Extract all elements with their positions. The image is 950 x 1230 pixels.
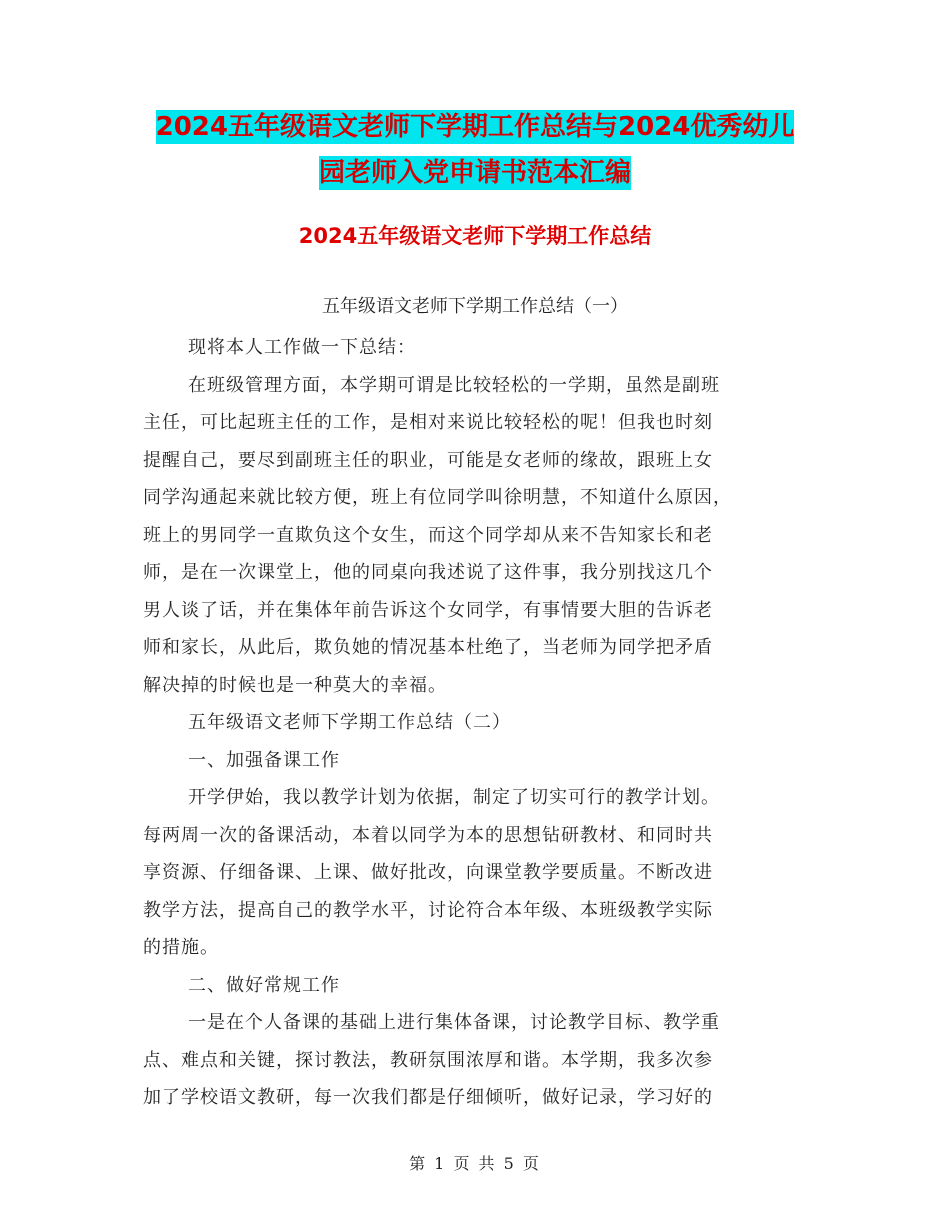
main-title-line-2 (140, 150, 810, 196)
main-title-line-1 (140, 104, 810, 150)
subsection-title: 五年级语文老师下学期工作总结（一） (322, 296, 628, 317)
paragraph-line: 现将本人工作做一下总结： (188, 337, 416, 358)
paragraph-line: 师和家长，从此后，欺负她的情况基本杜绝了，当老师为同学把矛盾 (143, 637, 713, 658)
heading-line: 二、做好常规工作 (188, 975, 340, 996)
paragraph-line: 加了学校语文教研，每一次我们都是仔细倾听，做好记录，学习好的 (143, 1087, 713, 1108)
paragraph-line: 享资源、仔细备课、上课、做好批改，向课堂教学要质量。不断改进 (143, 862, 713, 883)
paragraph-line: 男人谈了话，并在集体年前告诉这个女同学，有事情要大胆的告诉老 (143, 600, 713, 621)
section-title: 2024五年级语文老师下学期工作总结 (298, 224, 652, 248)
paragraph-line: 的措施。 (143, 937, 219, 958)
paragraph-line: 每两周一次的备课活动，本着以同学为本的思想钻研教材、和同时共 (143, 825, 713, 846)
paragraph-line: 在班级管理方面，本学期可谓是比较轻松的一学期，虽然是副班 (188, 375, 720, 396)
paragraph-line: 师，是在一次课堂上，他的同桌向我述说了这件事，我分别找这几个 (143, 562, 713, 583)
paragraph-line: 点、难点和关键，探讨教法，教研氛围浓厚和谐。本学期，我多次参 (143, 1050, 713, 1071)
heading-line: 一、加强备课工作 (188, 750, 340, 771)
subsection-title: 五年级语文老师下学期工作总结（二） (188, 712, 511, 733)
paragraph-line: 教学方法，提高自己的教学水平，讨论符合本年级、本班级教学实际 (143, 900, 713, 921)
paragraph-line: 解决掉的时候也是一种莫大的幸福。 (143, 675, 447, 696)
paragraph-line: 主任，可比起班主任的工作，是相对来说比较轻松的呢！但我也时刻 (143, 412, 713, 433)
paragraph-line: 一是在个人备课的基础上进行集体备课，讨论教学目标、教学重 (188, 1012, 720, 1033)
paragraph-line: 开学伊始，我以教学计划为依据，制定了切实可行的教学计划。 (188, 787, 720, 808)
paragraph-line: 同学沟通起来就比较方便，班上有位同学叫徐明慧，不知道什么原因， (143, 487, 732, 508)
paragraph-line: 班上的男同学一直欺负这个女生，而这个同学却从来不告知家长和老 (143, 525, 713, 546)
main-title-highlight: 2024五年级语文老师下学期工作总结与2024优秀幼儿 (155, 112, 795, 142)
page-number-footer: 第 1 页 共 5 页 (409, 1154, 541, 1173)
paragraph-line: 提醒自己，要尽到副班主任的职业，可能是女老师的缘故，跟班上女 (143, 450, 713, 471)
main-title-highlight: 园老师入党申请书范本汇编 (318, 158, 631, 188)
